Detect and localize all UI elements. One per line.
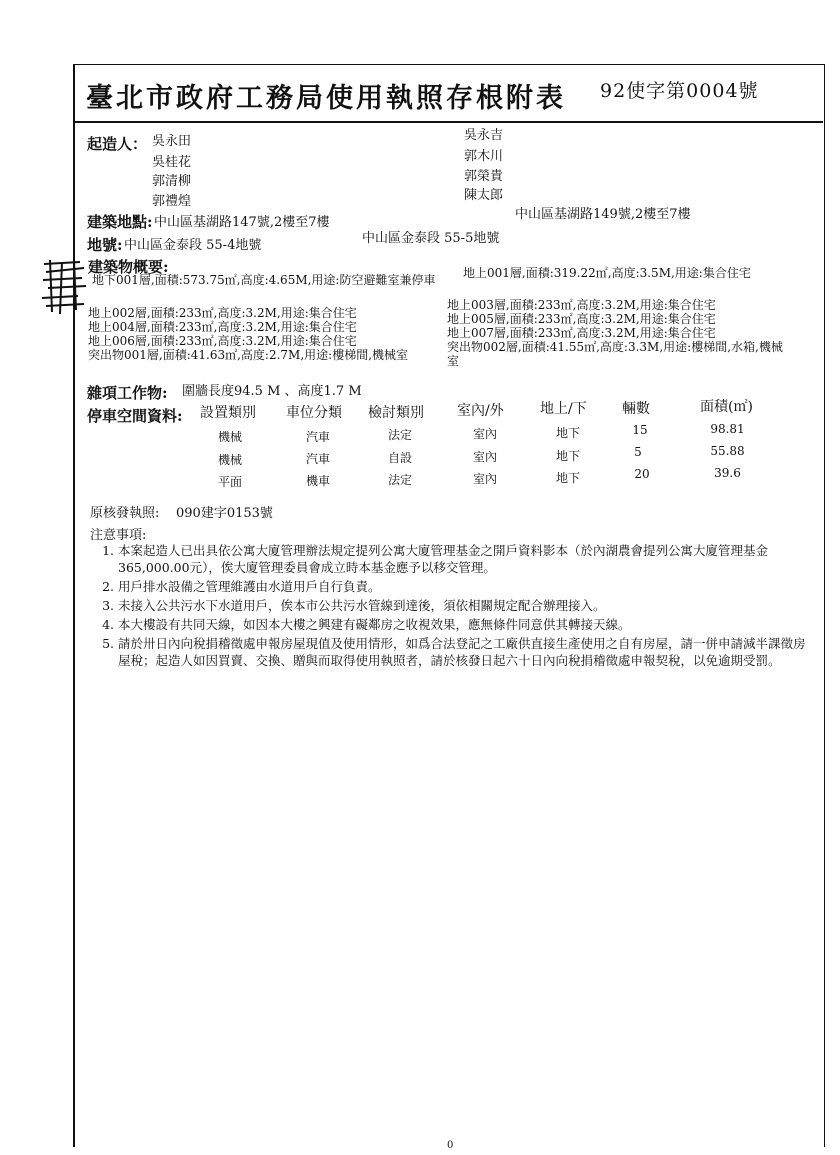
lot-value: 中山區金泰段 55-4地號 (124, 238, 262, 253)
parking-cell: 室內 (472, 472, 497, 486)
overview-line: 地下001層,面積:573.75㎡,高度:4.65M,用途:防空避難室兼停車 (92, 273, 436, 287)
overview-line: 地上006層,面積:233㎡,高度:3.2M,用途:集合住宅 (88, 334, 357, 348)
parking-cell: 20 (634, 467, 650, 481)
overview-line: 室 (447, 354, 460, 368)
overview-line: 地上001層,面積:319.22㎡,高度:3.5M,用途:集合住宅 (463, 266, 751, 280)
parking-cell: 室內 (472, 450, 497, 464)
parking-cell: 55.88 (710, 444, 745, 458)
parking-header: 輛數 (622, 401, 650, 417)
parking-cell: 汽車 (305, 430, 330, 444)
applicant-name: 郭禮煌 (152, 194, 192, 209)
applicant-name: 郭木川 (464, 149, 504, 164)
document-title: 臺北市政府工務局使用執照存根附表 (86, 83, 566, 114)
parking-header: 車位分類 (286, 405, 342, 421)
parking-cell: 自設 (387, 451, 412, 465)
applicant-name: 郭清柳 (152, 174, 192, 189)
notes-label: 注意事項: (90, 528, 147, 543)
parking-cell: 15 (632, 423, 648, 437)
parking-cell: 機械 (217, 430, 242, 444)
parking-cell: 機車 (305, 474, 330, 488)
footer-mark: 0 (447, 1140, 454, 1151)
parking-header: 設置類別 (200, 405, 256, 421)
parking-cell: 室內 (472, 427, 497, 441)
applicants-label: 起造人： (87, 135, 148, 153)
overview-line: 地上007層,面積:233㎡,高度:3.2M,用途:集合住宅 (447, 326, 716, 340)
parking-cell: 汽車 (305, 452, 330, 466)
notes-list (100, 542, 815, 671)
parking-cell: 平面 (217, 475, 242, 489)
original-permit-value: 090建字0153號 (176, 506, 273, 521)
overview-line: 地上002層,面積:233㎡,高度:3.2M,用途:集合住宅 (88, 306, 357, 320)
overview-line: 突出物002層,面積:41.55㎡,高度:3.3M,用途:樓梯間,水箱,機械 (447, 340, 783, 354)
overview-line: 地上004層,面積:233㎡,高度:3.2M,用途:集合住宅 (88, 320, 357, 334)
permit-number: 92使字第0004號 (600, 80, 759, 102)
overview-line: 地上005層,面積:233㎡,高度:3.2M,用途:集合住宅 (447, 312, 716, 326)
misc-value: 圍牆長度94.5 M 、高度1.7 M (182, 384, 362, 399)
parking-cell: 地下 (555, 426, 580, 440)
parking-cell: 39.6 (714, 466, 741, 480)
parking-cell: 5 (634, 445, 642, 459)
parking-cell: 法定 (387, 428, 412, 442)
original-permit-label: 原核發執照: (90, 506, 160, 521)
parking-cell: 98.81 (710, 422, 745, 436)
overview-label: 建築物概要: (88, 258, 169, 276)
overview-line: 地上003層,面積:233㎡,高度:3.2M,用途:集合住宅 (447, 298, 716, 312)
applicant-name: 吳永吉 (464, 128, 504, 143)
parking-cell: 法定 (387, 473, 412, 487)
note-item: 4. 本大樓設有共同天線，如因本大樓之興建有礙鄰房之收視效果，應無條件同意供其轉接天線。 (118, 616, 815, 633)
parking-cell: 地下 (555, 471, 580, 485)
note-item: 5. 請於卅日內向稅捐稽徵處申報房屋現值及使用情形，如爲合法登記之工廠供直接生產使用之自有房屋，請一併申請減半課徵房屋稅；起造人如因買賣、交換、贈與而取得使用執照者，請於核發日起六十日內向稅捐稽徵處申報契稅，以免逾期受罰。 (118, 635, 815, 669)
misc-label: 雜項工作物: (87, 384, 168, 402)
note-item: 2. 用戶排水設備之管理維護由水道用戶自行負責。 (118, 578, 815, 595)
parking-cell: 地下 (555, 449, 580, 463)
parking-header: 室內/外 (457, 403, 504, 419)
parking-header: 面積(㎡) (700, 399, 753, 415)
parking-header: 地上/下 (540, 401, 587, 417)
applicant-name: 吳桂花 (152, 155, 192, 170)
note-item: 3. 未接入公共污水下水道用戶，俟本市公共污水管線到達後，須依相關規定配合辦理接入。 (118, 597, 815, 614)
parking-cell: 機械 (217, 453, 242, 467)
applicant-name: 郭榮貴 (464, 169, 504, 184)
parking-label: 停車空間資料: (87, 407, 183, 425)
note-item: 1. 本案起造人已出具依公寓大廈管理辦法規定提列公寓大廈管理基金之開戶資料影本（於內湖農會提列公寓大廈管理基金365,000.00元），俟大廈管理委員會成立時本基金應予以移交管理。 (118, 542, 815, 576)
parking-header: 檢討類別 (368, 405, 424, 421)
applicant-name: 吳永田 (152, 134, 192, 149)
overview-line: 突出物001層,面積:41.63㎡,高度:2.7M,用途:樓梯間,機械室 (88, 348, 409, 362)
lot-value-2: 中山區金泰段 55-5地號 (362, 231, 500, 246)
applicant-name: 陳太郎 (464, 188, 504, 203)
site-value: 中山區基湖路147號,2樓至7樓 (154, 215, 330, 230)
lot-label: 地號: (87, 236, 123, 254)
site-label: 建築地點: (87, 213, 153, 231)
site-value-2: 中山區基湖路149號,2樓至7樓 (515, 207, 691, 222)
header-rule (73, 121, 823, 123)
